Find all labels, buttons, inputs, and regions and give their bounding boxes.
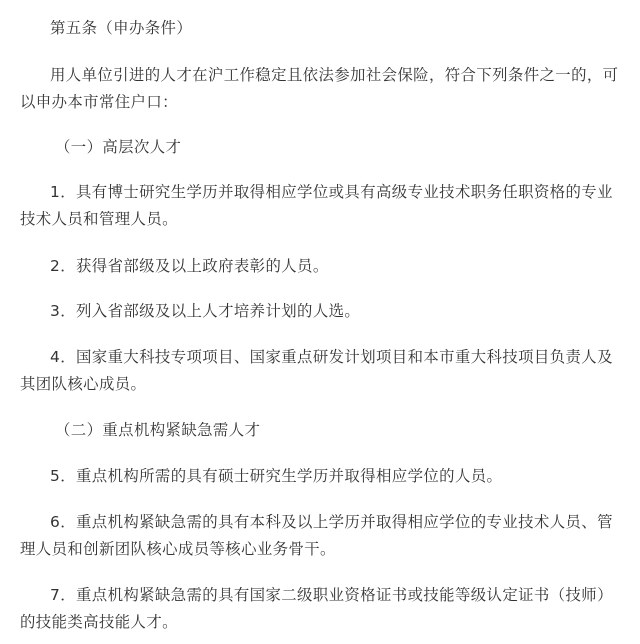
condition-item-7: 7．重点机构紧缺急需的具有国家二级职业资格证书或技能等级认定证书（技师）的技能类高技能人才。: [20, 586, 613, 631]
condition-item-4: 4．国家重大科技专项项目、国家重点研发计划项目和本市重大科技项目负责人及其团队核心成员。: [20, 348, 613, 393]
condition-item-6: 6．重点机构紧缺急需的具有本科及以上学历并取得相应学位的专业技术人员、管理人员和创新团队核心成员等核心业务骨干。: [20, 513, 613, 558]
section-heading-key-institution-talent: （二）重点机构紧缺急需人才: [55, 421, 261, 439]
condition-item-3: 3．列入省部级及以上人才培养计划的人选。: [50, 302, 361, 320]
section-heading-high-level-talent: （一）高层次人才: [55, 138, 182, 156]
condition-item-2: 2．获得省部级及以上政府表彰的人员。: [50, 257, 329, 275]
condition-item-5: 5．重点机构所需的具有硕士研究生学历并取得相应学位的人员。: [50, 467, 503, 485]
intro-paragraph: 用人单位引进的人才在沪工作稳定且依法参加社会保险，符合下列条件之一的，可以申办本市常住户口：: [20, 66, 619, 111]
condition-item-1: 1．具有博士研究生学历并取得相应学位或具有高级专业技术职务任职资格的专业技术人员和管理人员。: [20, 183, 613, 228]
article-heading: 第五条（申办条件）: [50, 19, 193, 37]
